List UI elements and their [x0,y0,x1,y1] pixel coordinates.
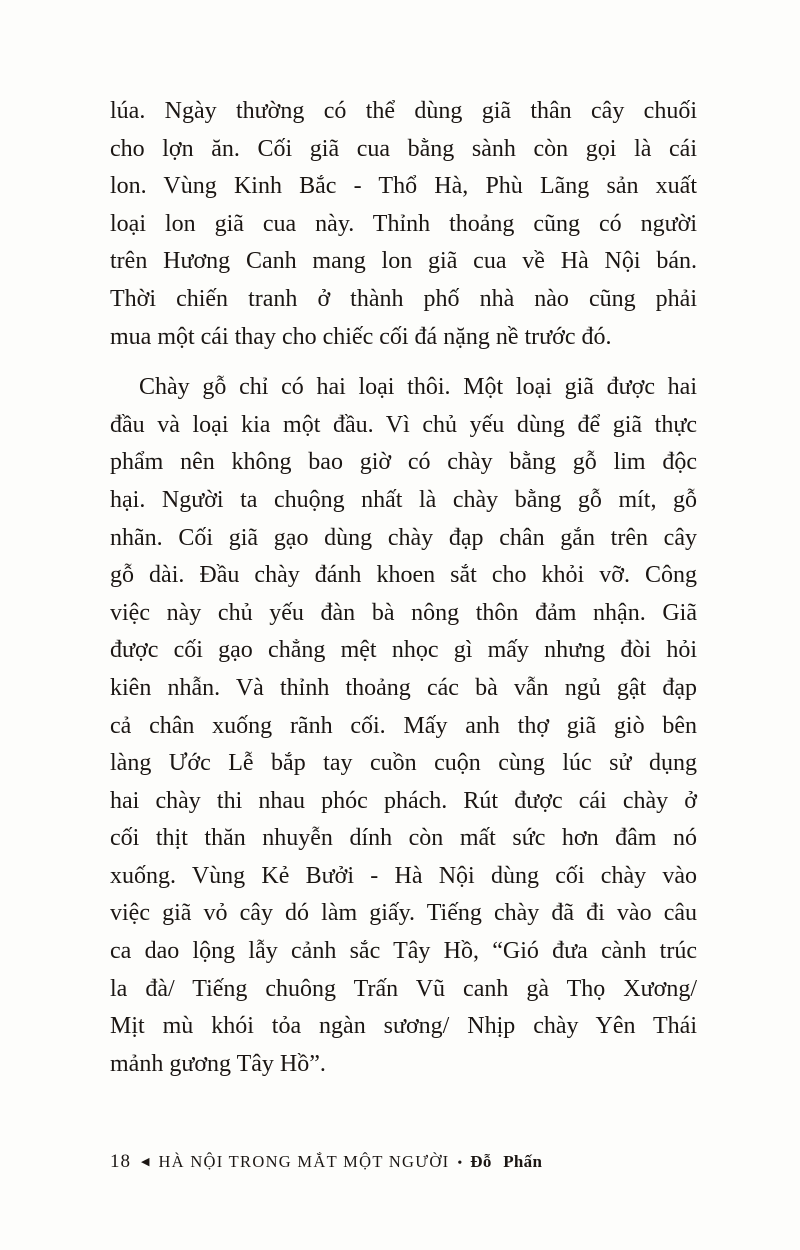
text-line: phẩm nên không bao giờ có chày bằng gỗ lim độc [110,449,697,476]
text-line: cho lợn ăn. Cối giã cua bằng sành còn gọi là cái [110,135,697,162]
body-text [110,93,697,1083]
paragraph [110,369,697,1083]
text-line: la đà/ Tiếng chuông Trấn Vũ canh gà Thọ Xương/ [110,975,697,1002]
text-line: gỗ dài. Đầu chày đánh khoen sắt cho khỏi vỡ. Công [110,562,697,589]
text-line: ca dao lộng lẫy cảnh sắc Tây Hồ, “Gió đưa cành trúc [110,938,697,965]
running-title: HÀ NỘI TRONG MẮT MỘT NGƯỜI [158,1152,450,1171]
text-line: Mịt mù khói tỏa ngàn sương/ Nhịp chày Yên Thái [110,1013,697,1040]
text-line: mua một cái thay cho chiếc cối đá nặng nề trước đó. [110,323,612,350]
text-line: trên Hương Canh mang lon giã cua về Hà Nội bán. [110,248,697,275]
text-line: cối thịt thăn nhuyễn dính còn mất sức hơn đâm nó [110,825,697,852]
text-line: cả chân xuống rãnh cối. Mấy anh thợ giã giò bên [110,712,697,739]
text-line: việc giã vỏ cây dó làm giấy. Tiếng chày đã đi vào câu [110,900,697,927]
bullet-separator-icon: • [457,1156,463,1171]
page-footer [110,1151,697,1173]
text-line: việc này chủ yếu đàn bà nông thôn đảm nhận. Giã [110,599,697,626]
text-line: làng Ước Lễ bắp tay cuồn cuộn cùng lúc sử dụng [110,750,697,777]
text-line: lúa. Ngày thường có thể dùng giã thân cây chuối [110,98,697,124]
page-number: 18 [110,1151,131,1172]
text-line: loại lon giã cua này. Thỉnh thoảng cũng có người [110,210,697,237]
text-line: hại. Người ta chuộng nhất là chày bằng gỗ mít, gỗ [110,486,697,513]
author-name: Đỗ Phấn [470,1152,543,1171]
text-line: hai chày thi nhau phóc phách. Rút được cái chày ở [110,787,697,814]
text-line: kiên nhẫn. Và thỉnh thoảng các bà vẫn ngủ gật đạp [110,674,697,701]
text-line: lon. Vùng Kinh Bắc - Thổ Hà, Phù Lãng sản xuất [110,173,697,200]
text-line: xuống. Vùng Kẻ Bưởi - Hà Nội dùng cối chày vào [110,862,697,889]
left-triangle-icon: ◀ [141,1156,150,1168]
text-line: được cối gạo chẳng mệt nhọc gì mấy nhưng đòi hỏi [110,637,697,664]
text-line: Chày gỗ chỉ có hai loại thôi. Một loại giã được hai [139,374,697,401]
text-line: nhãn. Cối giã gạo dùng chày đạp chân gắn trên cây [110,524,697,551]
text-line: đầu và loại kia một đầu. Vì chủ yếu dùng để giã thực [110,411,697,438]
paragraph [110,93,697,356]
text-line: Thời chiến tranh ở thành phố nhà nào cũng phải [110,285,697,312]
text-line: mảnh gương Tây Hồ”. [110,1050,326,1077]
